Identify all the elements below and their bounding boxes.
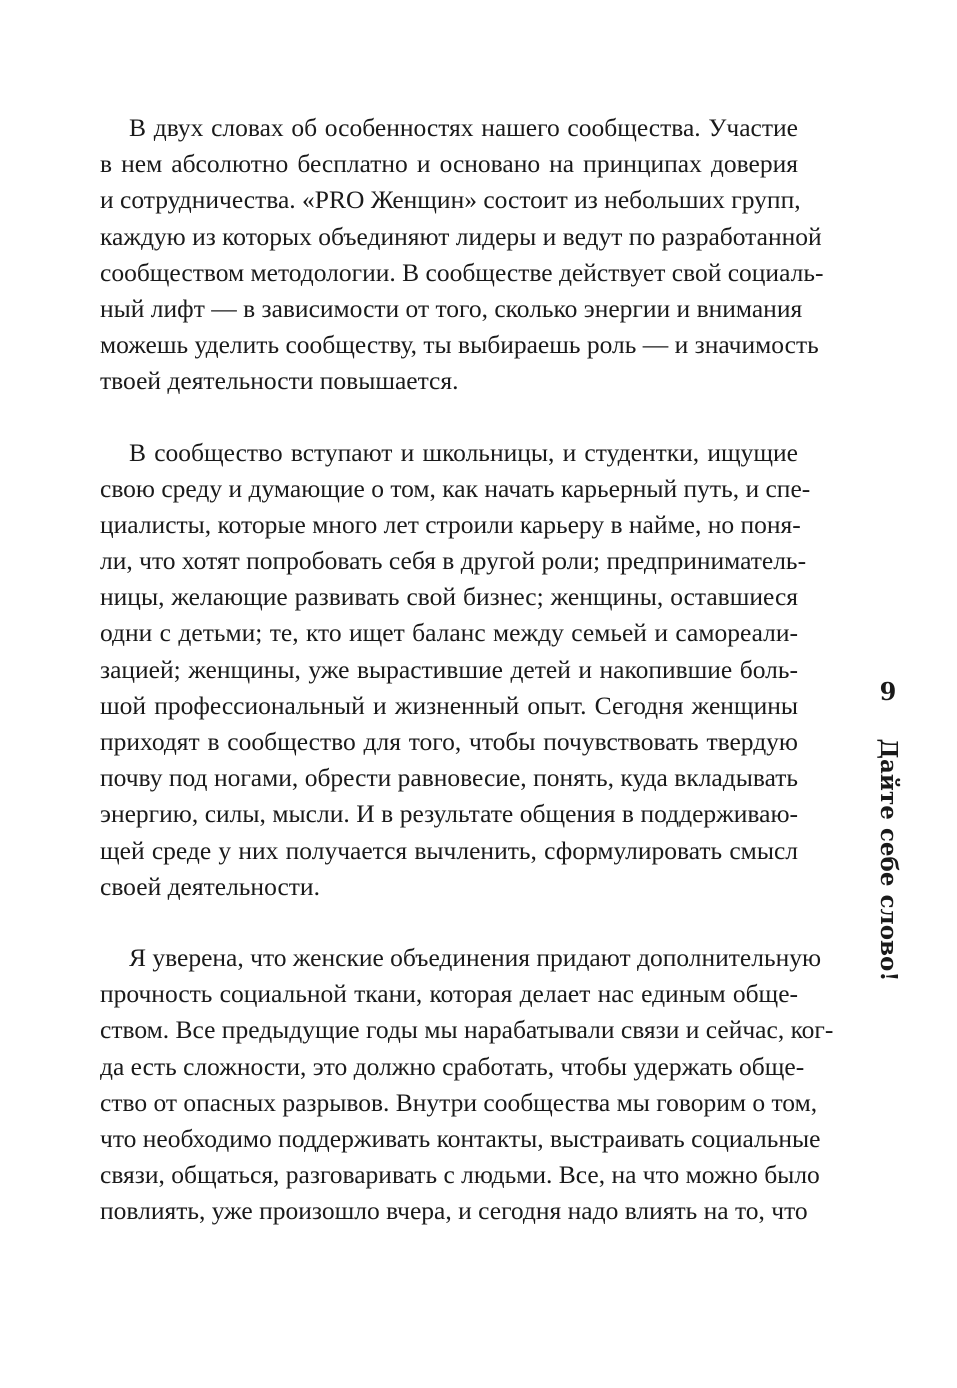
text-line: ство от опасных разрывов. Внутри сообщества мы говорим о том, xyxy=(100,1087,818,1117)
text-line: и сотрудничества. «PRO Женщин» состоит из небольших групп, xyxy=(100,185,801,215)
text-line: ством. Все предыдущие годы мы нарабатывали связи и сейчас, ког- xyxy=(100,1015,834,1045)
text-line: щей среде у них получается вычленить, сформулировать смысл xyxy=(100,835,798,865)
page-body xyxy=(100,110,834,1264)
text-line: зацией; женщины, уже вырастившие детей и накопившие боль- xyxy=(100,654,798,684)
text-line: своей деятельности. xyxy=(100,871,320,901)
running-title: Дайте себе слово! xyxy=(875,738,902,982)
text-line: сообществом методологии. В сообществе действует свой социаль- xyxy=(100,257,824,287)
text-line: свою среду и думающие о том, как начать карьерный путь, и спе- xyxy=(100,473,811,503)
text-line: В двух словах об особенностях нашего сообщества. Участие xyxy=(129,113,798,142)
text-line: каждую из которых объединяют лидеры и ведут по разработанной xyxy=(100,221,822,251)
text-line: ный лифт — в зависимости от того, сколько энергии и внимания xyxy=(100,293,803,323)
text-line: шой профессиональный и жизненный опыт. Сегодня женщины xyxy=(100,690,798,720)
text-line: В сообщество вступают и школьницы, и студентки, ищущие xyxy=(129,437,798,467)
text-line: связи, общаться, разговаривать с людьми. Все, на что можно было xyxy=(100,1160,820,1190)
paragraph-1 xyxy=(100,110,824,400)
text-line: повлиять, уже произошло вчера, и сегодня надо влиять на то, что xyxy=(100,1196,808,1226)
paragraph-2 xyxy=(100,435,811,905)
text-line: Я уверена, что женские объединения придают дополнительную xyxy=(129,942,822,972)
text-line: да есть сложности, это должно сработать, чтобы удержать обще- xyxy=(100,1051,805,1081)
page-number: 9 xyxy=(879,677,897,706)
text-line: что необходимо поддерживать контакты, выстраивать социальные xyxy=(100,1123,821,1153)
text-line: одни с детьми; те, кто ищет баланс между семьей и самореали- xyxy=(100,618,798,648)
text-line: можешь уделить сообществу, ты выбираешь роль — и значимость xyxy=(100,330,819,360)
text-line: энергию, силы, мысли. И в результате общения в поддерживаю- xyxy=(100,799,798,829)
text-line: твоей деятельности повышается. xyxy=(100,366,459,396)
text-line: ницы, желающие развивать свой бизнес; женщины, оставшиеся xyxy=(100,582,798,612)
text-line: почву под ногами, обрести равновесие, понять, куда вкладывать xyxy=(100,763,798,793)
text-line: в нем абсолютно бесплатно и основано на принципах доверия xyxy=(100,149,798,179)
text-line: циалисты, которые много лет строили карьеру в найме, но поня- xyxy=(100,509,801,539)
text-line: ли, что хотят попробовать себя в другой роли; предприниматель- xyxy=(100,546,807,576)
text-line: приходят в сообщество для того, чтобы почувствовать твердую xyxy=(100,727,798,756)
paragraph-3 xyxy=(100,940,834,1230)
text-line: прочность социальной ткани, которая делает нас единым обще- xyxy=(100,979,798,1009)
